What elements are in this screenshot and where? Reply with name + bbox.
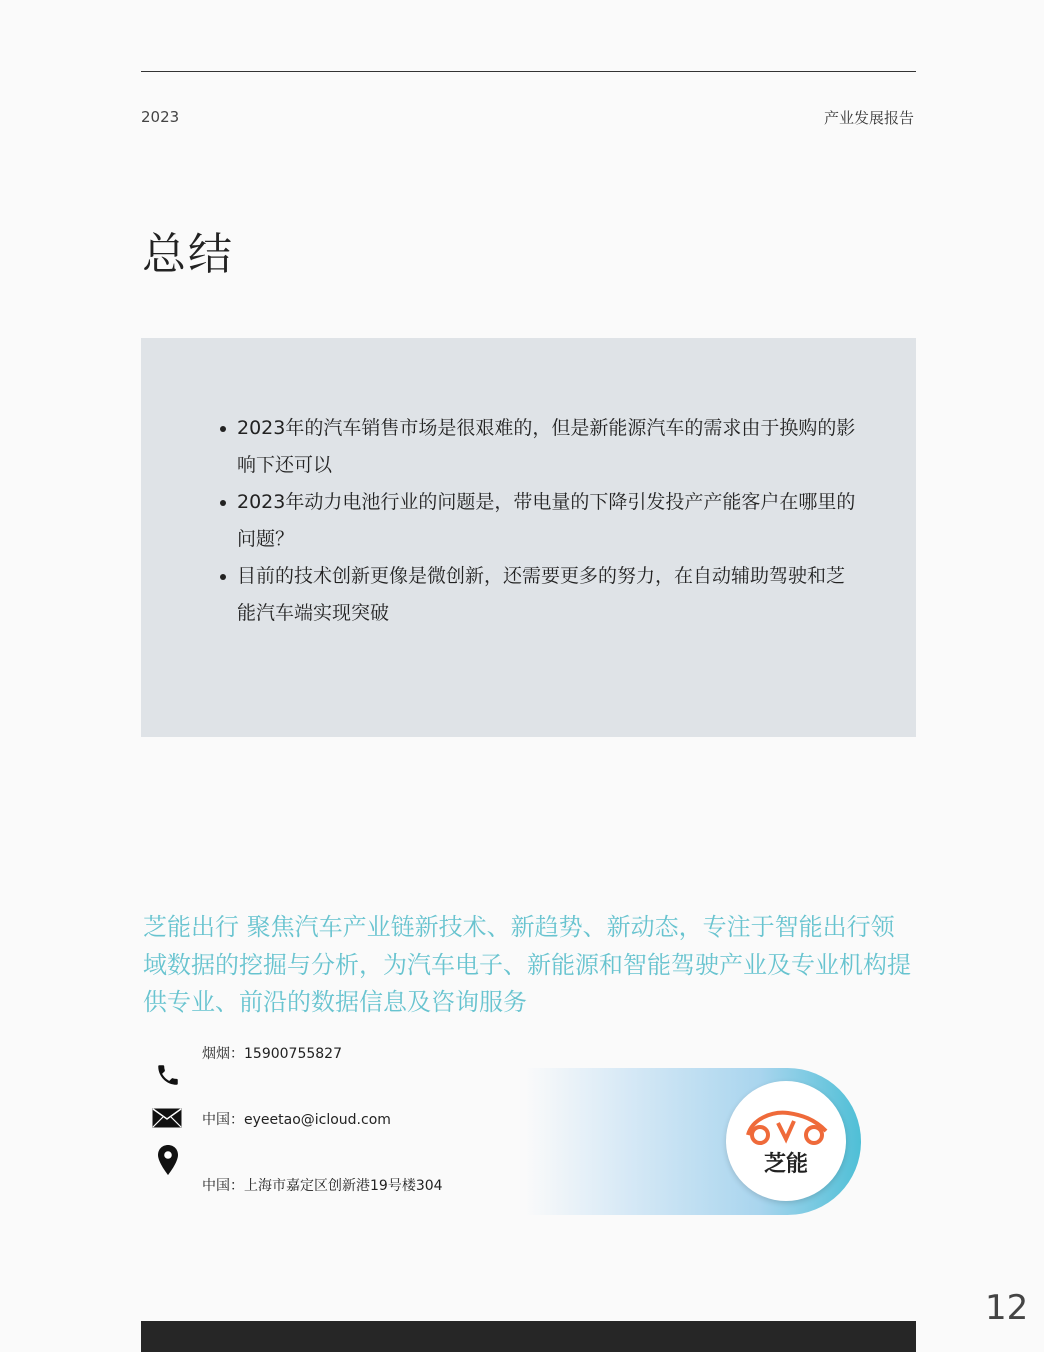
phone-icon (155, 1062, 181, 1088)
summary-item (237, 484, 857, 558)
location-pin-icon (156, 1144, 180, 1176)
summary-list (237, 410, 857, 632)
contact-phone: 烟烟：15900755827 (202, 1046, 342, 1062)
bullet-icon (220, 500, 226, 506)
summary-item-text: 2023年动力电池行业的问题是，带电量的下降引发投产产能客户在哪里的问题？ (237, 491, 856, 550)
page-number: 12 (985, 1288, 1029, 1328)
car-logo-icon (742, 1105, 832, 1147)
contact-address: 中国：上海市嘉定区创新港19号楼304 (202, 1178, 443, 1194)
logo-text: 芝能 (763, 1152, 808, 1177)
summary-item-text: 2023年的汽车销售市场是很艰难的，但是新能源汽车的需求由于换购的影响下还可以 (237, 417, 856, 476)
header-rule (141, 71, 916, 72)
page-title: 总结 (142, 229, 234, 280)
summary-box (141, 338, 916, 737)
mail-icon (152, 1108, 182, 1128)
bullet-icon (220, 574, 226, 580)
summary-item-text: 目前的技术创新更像是微创新，还需要更多的努力，在自动辅助驾驶和芝能汽车端实现突破 (237, 565, 846, 624)
summary-item (237, 410, 857, 484)
summary-item (237, 558, 857, 632)
company-tagline: 芝能出行 聚焦汽车产业链新技术、新趋势、新动态，专注于智能出行领域数据的挖掘与分析，为汽车电子、新能源和智能驾驶产业及专业机构提供专业、前沿的数据信息及咨询服务 (143, 913, 911, 1016)
footer-bar (141, 1321, 916, 1352)
header-report-title: 产业发展报告 (823, 109, 914, 127)
contact-email: 中国：eyeetao@icloud.com (202, 1112, 391, 1128)
header-year: 2023 (141, 108, 180, 126)
logo-circle (726, 1081, 846, 1201)
bullet-icon (220, 426, 226, 432)
